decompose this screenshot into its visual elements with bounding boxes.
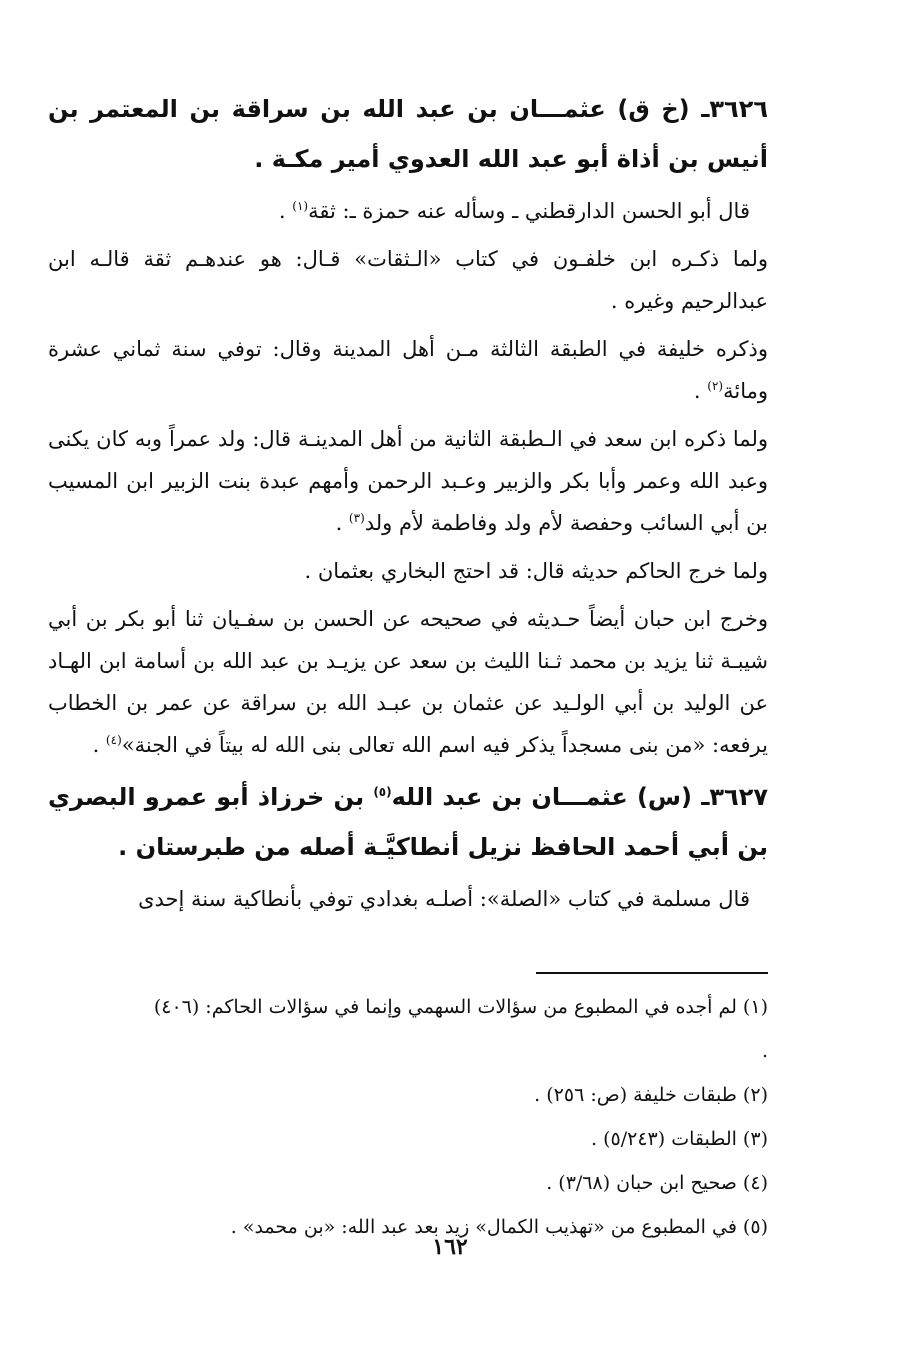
footnote-marker-3: (٣): [348, 511, 365, 525]
footnote-1: (١) لم أجده في المطبوع من سؤالات السهمي وإنما في سؤالات الحاكم: (٤٠٦) .: [153, 996, 768, 1062]
paragraph-ibn-sad: [48, 418, 768, 544]
paragraph-text: وذكره خليفة في الطبقة الثالثة مـن أهل المدينة وقال: توفي سنة ثماني عشرة ومائة: [48, 337, 768, 403]
footnote-marker-4: (٤): [105, 733, 122, 747]
paragraph-ibn-khalfun: [48, 238, 768, 322]
footnote-2: (٢) طبقات خليفة (ص: ٢٥٦) .: [534, 1084, 768, 1106]
footnote-divider: [536, 972, 768, 974]
paragraph-text: ولما ذكره ابن سعد في الـطبقة الثانية من أهل المدينـة قال: ولد عمراً وبه كان يكنى وعبد الله وعمر وأبا بكر والزبير وعـبد الرحمن وأمهم عبدة بنت الزبير ابن المسيب بن أبي السائب وحفصة لأم ولد وفاطمة لأم ولد: [48, 427, 768, 535]
paragraph-text: قال مسلمة في كتاب «الصلة»: أصلـه بغدادي توفي بأنطاكية سنة إحدى: [138, 887, 750, 911]
entry-title-3626: ٣٦٢٦ـ (خ ق) عثمـــان بن عبد الله بن سراقة بن المعتمر بن أنيس بن أذاة أبو عبد الله العدوي أمير مكـة .: [48, 95, 768, 173]
paragraph-end: .: [335, 511, 349, 535]
paragraph-text: ولما ذكـره ابن خلفـون في كتاب «الـثقات» قـال: هو عندهـم ثقة قالـه ابن عبدالرحيم وغيره .: [48, 247, 768, 313]
footnotes: [148, 985, 768, 1249]
paragraph-khalifa: [48, 328, 768, 412]
paragraph-maslama: [48, 878, 768, 920]
footnote-5: (٥) في المطبوع من «تهذيب الكمال» زيد بعد عبد الله: «بن محمد» .: [230, 1216, 768, 1238]
entry-title-part: ٣٦٢٧ـ (س) عثمـــان بن عبد الله: [391, 783, 768, 811]
footnote-marker-2: (٢): [707, 379, 724, 393]
page-number: ١٦٢: [432, 1234, 468, 1260]
paragraph-text: وخرج ابن حبان أيضاً حـديثه في صحيحه عن الحسن بن سفـيان ثنا أبو بكر بن أبي شيبـة ثنا يزيد بن محمد ثـنا الليث بن سعد عن يزيـد بن عبد الله بن أسامة ابن الهـاد عن الوليد بن أبي الولـيد عن عثمان بن عبـد الله بن سراقة عن عمر بن الخطاب يرفعه: «من بنى مسجداً يذكر فيه اسم الله تعالى بنى الله له بيتاً في الجنة»: [48, 607, 768, 757]
footnote-3: (٣) الطبقات (٥/٢٤٣) .: [591, 1128, 768, 1150]
paragraph-hakim: [48, 550, 768, 592]
paragraph-end: .: [278, 199, 293, 223]
paragraph-ibn-hibban: [48, 598, 768, 766]
paragraph-end: .: [693, 379, 708, 403]
paragraph-text: قال أبو الحسن الدارقطني ـ وسأله عنه حمزة ـ: ثقة: [308, 199, 750, 223]
footnote-4: (٤) صحيح ابن حبان (٣/٦٨) .: [546, 1172, 768, 1194]
paragraph-text: ولما خرج الحاكم حديثه قال: قد احتج البخاري بعثمان .: [304, 559, 768, 583]
entry-title-part: بن خرزاذ أبو عمرو البصري بن أبي أحمد الحافظ نزيل أنطاكيَّـة أصله من طبرستان .: [48, 783, 768, 861]
paragraph-end: .: [92, 733, 106, 757]
footnote-marker-5: (٥): [373, 785, 392, 799]
footnote-marker-1: (١): [292, 199, 309, 213]
paragraph-daraqutni: [48, 190, 768, 232]
entry-title-3627: [48, 772, 768, 872]
